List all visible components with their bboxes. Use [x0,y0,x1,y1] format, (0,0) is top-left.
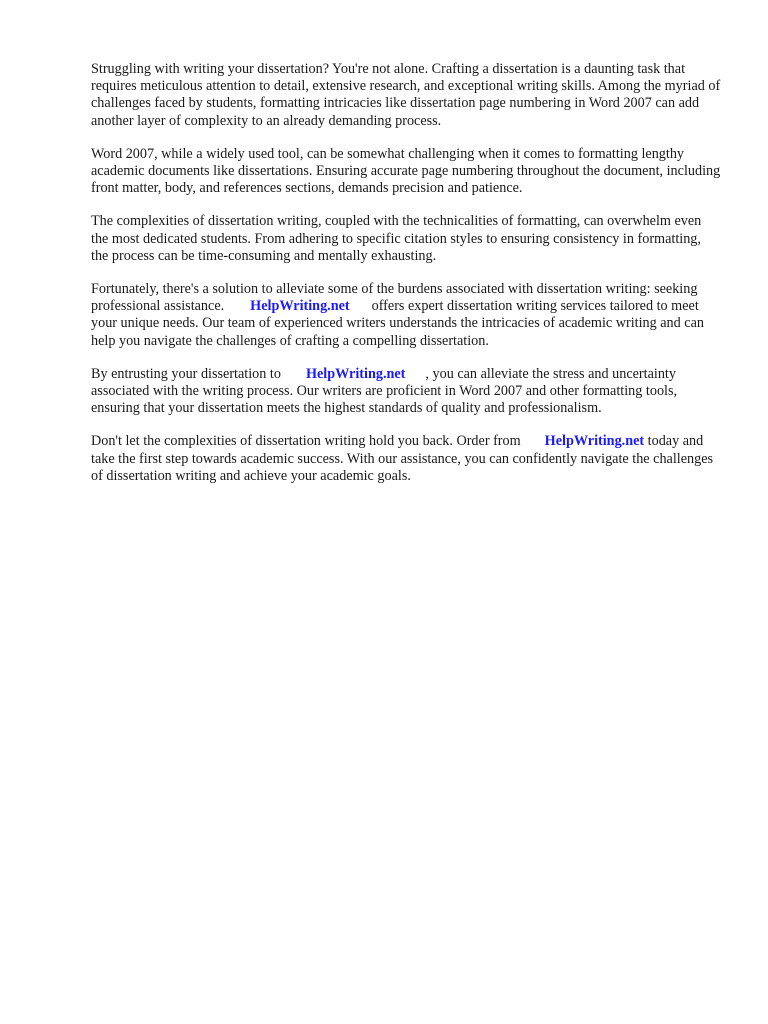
document-body [91,61,721,501]
paragraph-intro: Struggling with writing your dissertation? You're not alone. Crafting a dissertation is a daunting task that requires meticulous attention to detail, extensive research, and exceptional writing skills. Among the myriad of challenges faced by students, formatting intricacies like dissertation page numbering in Word 2007 can add another layer of complexity to an already demanding process. [91,61,721,129]
paragraph-cta-text-after: today and take the first step towards academic success. With our assistance, you can confidently navigate the challenges of dissertation writing and achieve your academic goals. [91,433,714,484]
helpwriting-link[interactable]: HelpWriting.net [250,298,350,315]
helpwriting-link[interactable]: HelpWriting.net [305,365,406,382]
paragraph-call-to-action [91,433,721,485]
paragraph-solution-text-before: Fortunately, there's a solution to alleviate some of the burdens associated with dissertation writing: seeking professional assistance. [91,281,698,315]
paragraph-solution-text-after: offers expert dissertation writing services tailored to meet your unique needs. Our team of experienced writers understands the intricacies of academic writing and can help you navigate the challenges of crafting a compelling dissertation. [91,298,704,349]
paragraph-solution [91,281,721,350]
paragraph-complexities: The complexities of dissertation writing, coupled with the technicalities of formatting, can overwhelm even the most dedicated students. From adhering to specific citation styles to ensuring consistency in formatting, the process can be time-consuming and mentally exhausting. [91,213,702,264]
helpwriting-link[interactable]: HelpWriting.net [544,433,645,450]
paragraph-entrusting-text-after: , you can alleviate the stress and uncertainty associated with the writing process. Our writers are proficient in Word 2007 and other formatting tools, ensuring that your dissertation meets the highest standards of quality and professionalism. [91,365,678,417]
paragraph-entrusting [91,366,721,418]
paragraph-entrusting-text-before: By entrusting your dissertation to [91,365,281,382]
paragraph-cta-text-before: Don't let the complexities of dissertation writing hold you back. Order from [91,433,521,450]
paragraph-word-2007: Word 2007, while a widely used tool, can be somewhat challenging when it comes to formatting lengthy academic documents like dissertations. Ensuring accurate page numbering throughout the document, including front matter, body, and references sections, demands precision and patience. [91,145,721,197]
